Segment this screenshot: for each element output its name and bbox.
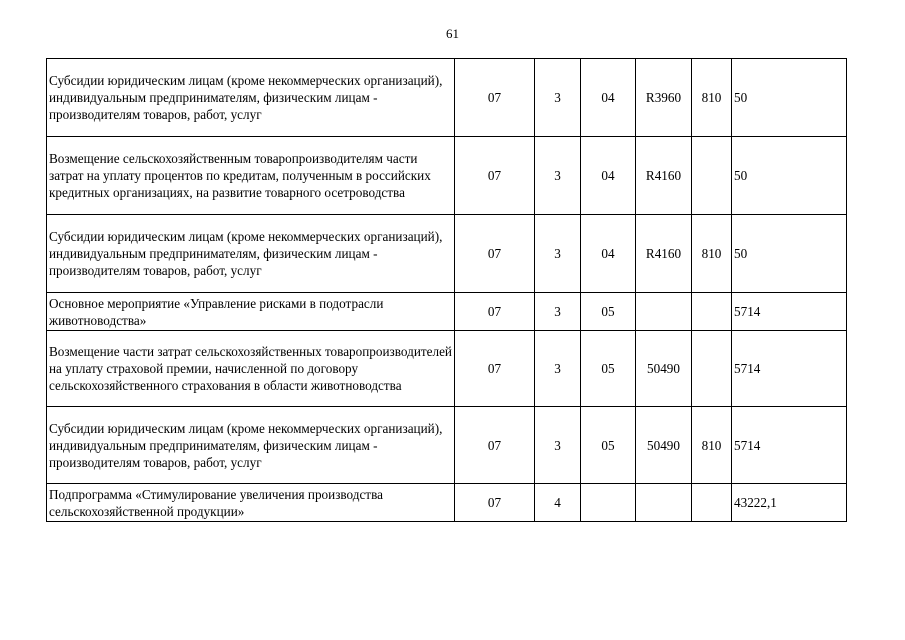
amount: 5714 (732, 293, 847, 331)
expense-type-code (692, 484, 732, 522)
target-code: R4160 (636, 137, 692, 215)
row-name: Субсидии юридическим лицам (кроме некоммерческих организаций), индивидуальным предпринимателям, физическим лицам - производителям товаров, работ, услуг (47, 407, 455, 484)
amount: 5714 (732, 331, 847, 407)
target-code (636, 293, 692, 331)
table-row (47, 59, 847, 137)
program-code: 04 (581, 215, 636, 293)
amount: 50 (732, 137, 847, 215)
expense-type-code (692, 137, 732, 215)
section-code: 07 (455, 331, 535, 407)
section-code: 07 (455, 407, 535, 484)
section-code: 07 (455, 293, 535, 331)
expense-type-code (692, 293, 732, 331)
subsection-code: 3 (535, 407, 581, 484)
expense-type-code (692, 331, 732, 407)
program-code: 05 (581, 293, 636, 331)
table-row (47, 293, 847, 331)
program-code: 05 (581, 407, 636, 484)
table-row (47, 331, 847, 407)
section-code: 07 (455, 59, 535, 137)
amount: 50 (732, 215, 847, 293)
row-name: Подпрограмма «Стимулирование увеличения производства сельскохозяйственной продукции» (47, 484, 455, 522)
target-code: R4160 (636, 215, 692, 293)
row-name: Возмещение сельскохозяйственным товаропроизводителям части затрат на уплату процентов по кредитам, полученным в российских кредитных организациях, на развитие товарного осетроводства (47, 137, 455, 215)
row-name: Субсидии юридическим лицам (кроме некоммерческих организаций), индивидуальным предпринимателям, физическим лицам - производителям товаров, работ, услуг (47, 59, 455, 137)
section-code: 07 (455, 137, 535, 215)
subsection-code: 3 (535, 293, 581, 331)
subsection-code: 4 (535, 484, 581, 522)
row-name: Субсидии юридическим лицам (кроме некоммерческих организаций), индивидуальным предпринимателям, физическим лицам - производителям товаров, работ, услуг (47, 215, 455, 293)
program-code (581, 484, 636, 522)
budget-table (46, 58, 847, 522)
program-code: 05 (581, 331, 636, 407)
page-number: 61 (446, 26, 459, 41)
subsection-code: 3 (535, 137, 581, 215)
table-row (47, 215, 847, 293)
subsection-code: 3 (535, 331, 581, 407)
table-row (47, 484, 847, 522)
subsection-code: 3 (535, 59, 581, 137)
amount: 50 (732, 59, 847, 137)
table-row (47, 137, 847, 215)
target-code: 50490 (636, 331, 692, 407)
program-code: 04 (581, 59, 636, 137)
row-name: Возмещение части затрат сельскохозяйственных товаропроизводителей на уплату страховой премии, начисленной по договору сельскохозяйственного страхования в области животноводства (47, 331, 455, 407)
table-row (47, 407, 847, 484)
amount: 5714 (732, 407, 847, 484)
subsection-code: 3 (535, 215, 581, 293)
program-code: 04 (581, 137, 636, 215)
expense-type-code: 810 (692, 215, 732, 293)
section-code: 07 (455, 215, 535, 293)
target-code (636, 484, 692, 522)
amount: 43222,1 (732, 484, 847, 522)
expense-type-code: 810 (692, 59, 732, 137)
row-name: Основное мероприятие «Управление рисками в подотрасли животноводства» (47, 293, 455, 331)
target-code: R3960 (636, 59, 692, 137)
target-code: 50490 (636, 407, 692, 484)
section-code: 07 (455, 484, 535, 522)
expense-type-code: 810 (692, 407, 732, 484)
